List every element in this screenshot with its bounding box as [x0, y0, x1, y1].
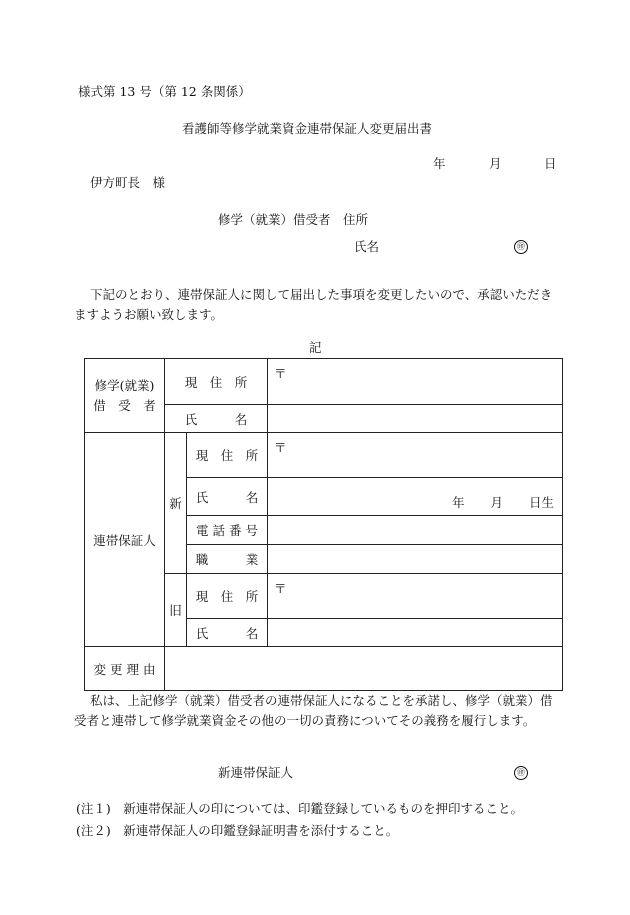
day-label: 日 [544, 156, 557, 171]
consent-paragraph: 私は、上記修学（就業）借受者の連帯保証人になることを承諾し、修学（就業）借受者と連帯して修学就業資金その他の一切の責務についてその義務を履行します。 [74, 693, 553, 728]
reason-field[interactable] [165, 647, 563, 691]
postal-mark: 〒 [274, 440, 287, 455]
borrower-name-header: 氏 名 [165, 405, 268, 433]
guarantor-change-table [84, 358, 563, 691]
form-number: 様式第 13 号（第 12 条関係） [78, 84, 251, 99]
old-name-header: 氏 名 [187, 619, 268, 647]
phone-field[interactable] [268, 516, 563, 545]
new-address-header: 現 住 所 [187, 433, 268, 478]
month-label: 月 [489, 156, 502, 171]
old-label: 旧 [165, 574, 187, 647]
borrower-address-label: 修学（就業）借受者 住所 [218, 212, 369, 227]
seal-icon: ㊞ [514, 766, 528, 780]
guarantor-label: 連帯保証人 [85, 433, 165, 647]
note-1: (注１) 新連帯保証人の印については、印鑑登録しているものを押印すること。 [76, 801, 524, 816]
occupation-header: 職 業 [187, 545, 268, 574]
borrower-name-label: 氏名 [354, 239, 380, 254]
borrower-name-field[interactable] [268, 405, 563, 433]
seal-icon: ㊞ [514, 240, 528, 254]
borrower-label [85, 359, 165, 433]
document-title: 看護師等修学就業資金連帯保証人変更届出書 [182, 121, 433, 136]
new-name-header: 氏 名 [187, 478, 268, 516]
old-name-field[interactable] [268, 619, 563, 647]
reason-header: 変 更 理 由 [85, 647, 165, 691]
addressee: 伊方町長 様 [90, 175, 166, 190]
new-guarantor-label: 新連帯保証人 [218, 765, 294, 780]
old-address-header: 現 住 所 [187, 574, 268, 619]
postal-mark: 〒 [274, 581, 287, 596]
ki-heading: 記 [309, 340, 322, 355]
intro-paragraph: 下記のとおり、連帯保証人に関して届出した事項を変更したいので、承認いただきますようお願い致します。 [74, 287, 553, 322]
occupation-field[interactable] [268, 545, 563, 574]
borrower-label-line2: 借 受 者 [93, 397, 156, 413]
borrower-address-header: 現 住 所 [165, 359, 268, 405]
phone-header: 電 話 番 号 [187, 516, 268, 545]
birthdate-label: 年 月 日生 [452, 495, 555, 510]
postal-mark: 〒 [274, 366, 287, 381]
old-address-field[interactable] [268, 574, 563, 619]
borrower-label-line1: 修学(就業) [94, 377, 155, 393]
new-name-field[interactable] [268, 478, 563, 516]
new-label: 新 [165, 433, 187, 574]
note-2: (注２) 新連帯保証人の印鑑登録証明書を添付すること。 [76, 823, 399, 838]
borrower-address-field[interactable] [268, 359, 563, 405]
new-address-field[interactable] [268, 433, 563, 478]
year-label: 年 [433, 156, 446, 171]
